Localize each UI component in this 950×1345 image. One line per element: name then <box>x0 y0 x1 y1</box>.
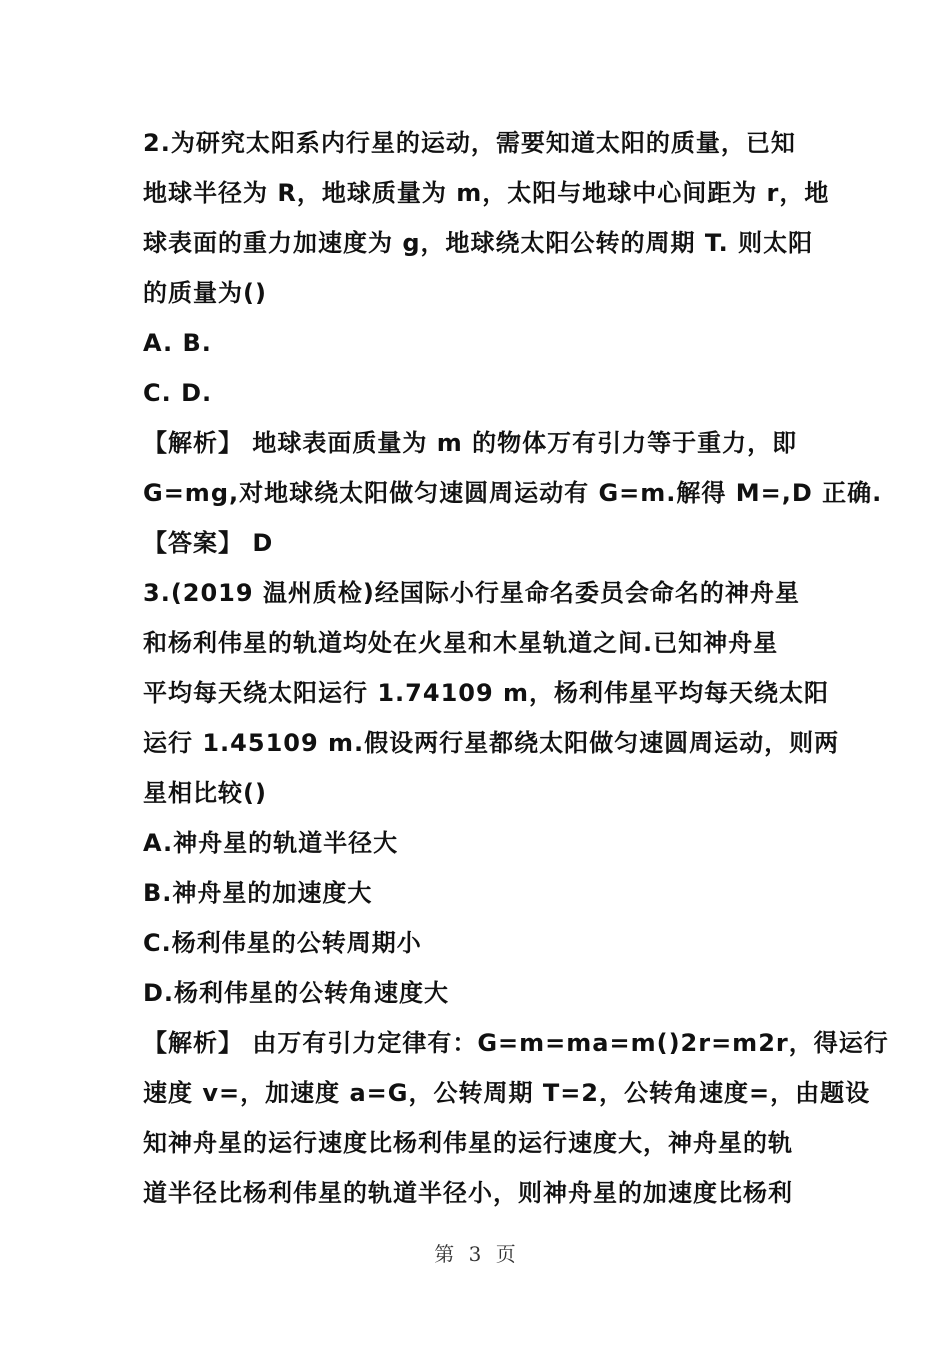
text-line: 和杨利伟星的轨道均处在火星和木星轨道之间.已知神舟星 <box>143 629 779 657</box>
option-line: C. D. <box>143 379 213 407</box>
text-line: 平均每天绕太阳运行 1.74109 m，杨利伟星平均每天绕太阳 <box>143 679 830 707</box>
text-line: 球表面的重力加速度为 g，地球绕太阳公转的周期 T. 则太阳 <box>143 229 814 257</box>
analysis-line: 速度 v=，加速度 a=G，公转周期 T=2，公转角速度=，由题设 <box>143 1079 871 1107</box>
analysis-line: G=mg,对地球绕太阳做匀速圆周运动有 G=m.解得 M=,D 正确. <box>143 479 883 507</box>
text-line: 3.(2019 温州质检)经国际小行星命名委员会命名的神舟星 <box>143 579 800 607</box>
text-line: 的质量为() <box>143 279 267 307</box>
option-line: D.杨利伟星的公转角速度大 <box>143 979 450 1007</box>
answer-line: 【答案】 D <box>143 529 274 557</box>
page-number: 3 <box>468 1242 482 1266</box>
footer-prefix: 第 <box>434 1242 455 1266</box>
text-line: 星相比较() <box>143 779 267 807</box>
text-line: 运行 1.45109 m.假设两行星都绕太阳做匀速圆周运动，则两 <box>143 729 840 757</box>
analysis-line: 知神舟星的运行速度比杨利伟星的运行速度大，神舟星的轨 <box>143 1129 793 1157</box>
page-number-footer <box>0 1238 950 1267</box>
option-line: A.神舟星的轨道半径大 <box>143 829 399 857</box>
text-line: 2.为研究太阳系内行星的运动，需要知道太阳的质量，已知 <box>143 129 796 157</box>
page-body-text <box>143 118 889 1218</box>
option-line: A. B. <box>143 329 212 357</box>
option-line: C.杨利伟星的公转周期小 <box>143 929 422 957</box>
analysis-line: 道半径比杨利伟星的轨道半径小，则神舟星的加速度比杨利 <box>143 1179 793 1207</box>
footer-suffix: 页 <box>495 1242 516 1266</box>
text-line: 地球半径为 R，地球质量为 m，太阳与地球中心间距为 r，地 <box>143 179 830 207</box>
option-line: B.神舟星的加速度大 <box>143 879 373 907</box>
analysis-line: 【解析】 地球表面质量为 m 的物体万有引力等于重力，即 <box>143 429 798 457</box>
analysis-line: 【解析】 由万有引力定律有：G=m=ma=m()2r=m2r，得运行 <box>143 1029 889 1057</box>
